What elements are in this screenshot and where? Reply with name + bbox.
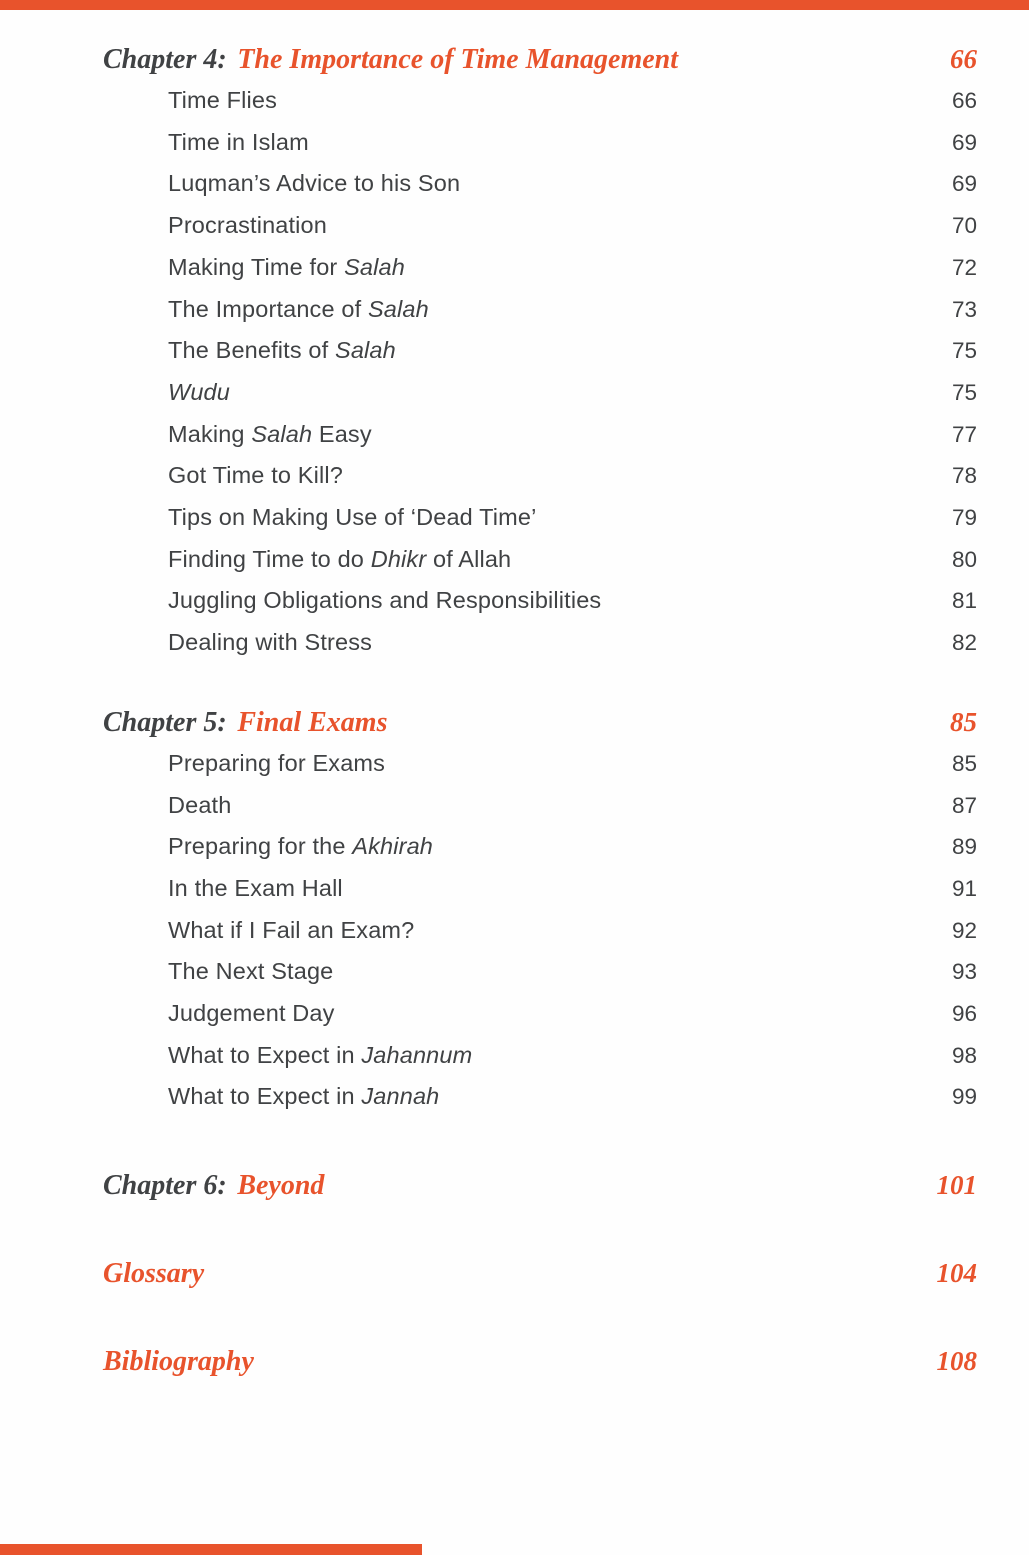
toc-item-title: Dealing with Stress — [168, 629, 372, 656]
chapter-title: Glossary — [103, 1258, 205, 1290]
chapter-page-number: 85 — [950, 706, 977, 737]
toc-item-title: Time Flies — [168, 87, 277, 113]
toc-item-title: The Importance of Salah — [168, 295, 429, 322]
toc-item-row — [103, 785, 977, 827]
toc-section — [103, 39, 977, 664]
toc-item-page-number: 99 — [951, 1084, 977, 1110]
toc-item-row — [103, 1035, 977, 1077]
toc-item-page-number: 78 — [951, 463, 977, 489]
toc-item-title: What to Expect in Jannah — [168, 1083, 440, 1110]
chapter-heading-text — [103, 40, 678, 80]
toc-item-list — [103, 80, 977, 664]
chapter-title: The Importance of Time Management — [237, 44, 679, 75]
toc-item-page-number: 69 — [951, 129, 977, 155]
toc-section — [103, 1165, 977, 1206]
italic-term: Jahannum — [361, 1041, 473, 1068]
toc-item-page-number: 85 — [951, 750, 977, 776]
chapter-page-number: 104 — [936, 1258, 977, 1289]
toc-item-page-number: 70 — [951, 213, 977, 239]
toc-item-page-number: 96 — [951, 1001, 977, 1027]
toc-item-title: In the Exam Hall — [168, 874, 343, 901]
toc-item-page-number: 81 — [951, 588, 977, 614]
chapter-heading-text — [103, 1342, 254, 1382]
chapter-page-number: 66 — [950, 44, 977, 74]
toc-item-title: Time in Islam — [168, 128, 309, 155]
toc-item-page-number: 82 — [951, 630, 977, 656]
chapter-label: Chapter 4: — [103, 44, 227, 75]
chapter-title: Final Exams — [237, 706, 388, 738]
chapter-heading-row — [103, 702, 977, 743]
chapter-heading-text — [103, 703, 387, 743]
chapter-heading-row — [103, 1165, 977, 1206]
toc-item-list — [103, 743, 977, 1118]
italic-term: Akhirah — [352, 833, 434, 860]
toc-item-page-number: 98 — [951, 1042, 977, 1068]
toc-item-title: Preparing for the Akhirah — [168, 833, 434, 860]
toc-item-title: Procrastination — [168, 212, 327, 239]
toc-item-page-number: 89 — [951, 834, 977, 860]
toc-item-title: The Benefits of Salah — [168, 337, 396, 364]
toc-item-title — [103, 372, 230, 414]
toc-item-row — [103, 247, 977, 289]
toc-item-page-number: 93 — [951, 959, 977, 985]
chapter-heading-text — [103, 1254, 204, 1294]
chapter-heading-row — [103, 1341, 977, 1382]
toc-section — [103, 1253, 977, 1294]
toc-item-page-number: 91 — [951, 875, 977, 901]
toc-item-page-number: 79 — [951, 505, 977, 531]
toc-item-title: Juggling Obligations and Responsibilities — [168, 587, 602, 614]
toc-item-title: Finding Time to do Dhikr of Allah — [168, 545, 512, 572]
toc-item-page-number: 75 — [951, 379, 977, 405]
italic-term: Salah — [344, 253, 405, 280]
toc-item-page-number: 73 — [951, 296, 977, 322]
toc-item-page-number: 87 — [951, 792, 977, 818]
chapter-heading-row — [103, 39, 977, 80]
chapter-heading-text — [103, 1166, 324, 1206]
toc-item-row — [103, 539, 977, 581]
top-rule — [0, 0, 1029, 10]
toc-item-row — [103, 289, 977, 331]
toc-item-row — [103, 372, 977, 414]
toc-item-row — [103, 910, 977, 952]
toc-item-title: Making Salah Easy — [168, 420, 372, 447]
toc-item-title: What if I Fail an Exam? — [168, 916, 415, 943]
toc-item-title: Tips on Making Use of ‘Dead Time’ — [168, 504, 537, 531]
toc-item-title: Making Time for Salah — [168, 253, 405, 280]
bottom-rule — [0, 1544, 422, 1555]
italic-term: Salah — [367, 295, 429, 322]
toc-item-row — [103, 743, 977, 785]
toc-item-row — [103, 1076, 977, 1118]
chapter-page-number: 101 — [936, 1170, 977, 1201]
toc-item-row — [103, 205, 977, 247]
toc-item-title: Luqman’s Advice to his Son — [168, 170, 461, 197]
toc-item-row — [103, 622, 977, 664]
italic-term: Jannah — [361, 1083, 440, 1110]
toc-item-page-number: 72 — [951, 254, 977, 280]
toc-item-title: The Next Stage — [168, 958, 334, 985]
toc-item-title: Judgement Day — [168, 1000, 335, 1027]
chapter-title: Beyond — [237, 1170, 325, 1202]
toc-section — [103, 702, 977, 1118]
toc-item-page-number: 69 — [951, 171, 977, 197]
toc-item-row — [103, 163, 977, 205]
italic-term: Dhikr — [370, 545, 427, 572]
toc-item-row — [103, 80, 977, 122]
toc-item-title: Got Time to Kill? — [168, 462, 343, 489]
table-of-contents — [103, 39, 977, 1382]
toc-item-row — [103, 122, 977, 164]
italic-term: Salah — [251, 420, 313, 447]
toc-item-title: Preparing for Exams — [168, 749, 386, 776]
toc-item-row — [103, 580, 977, 622]
chapter-title: Bibliography — [103, 1346, 254, 1378]
toc-item-page-number: 66 — [951, 88, 977, 113]
toc-item-title: Death — [168, 791, 232, 818]
toc-item-page-number: 80 — [951, 546, 977, 572]
toc-item-page-number: 75 — [951, 338, 977, 364]
chapter-page-number: 108 — [936, 1346, 977, 1377]
toc-item-row — [103, 330, 977, 372]
italic-term: Salah — [335, 337, 396, 364]
toc-item-row — [103, 868, 977, 910]
toc-item-row — [103, 951, 977, 993]
toc-item-row — [103, 414, 977, 456]
toc-item-row — [103, 993, 977, 1035]
toc-item-title: What to Expect in Jahannum — [168, 1041, 473, 1068]
toc-item-page-number: 92 — [951, 917, 977, 943]
toc-item-row — [103, 826, 977, 868]
chapter-heading-row — [103, 1253, 977, 1294]
chapter-label: Chapter 6: — [103, 1170, 227, 1202]
toc-item-page-number: 77 — [951, 421, 977, 447]
toc-item-row — [103, 497, 977, 539]
toc-section — [103, 1341, 977, 1382]
chapter-label: Chapter 5: — [103, 706, 227, 738]
toc-item-row — [103, 455, 977, 497]
italic-term: Wudu — [168, 378, 230, 405]
